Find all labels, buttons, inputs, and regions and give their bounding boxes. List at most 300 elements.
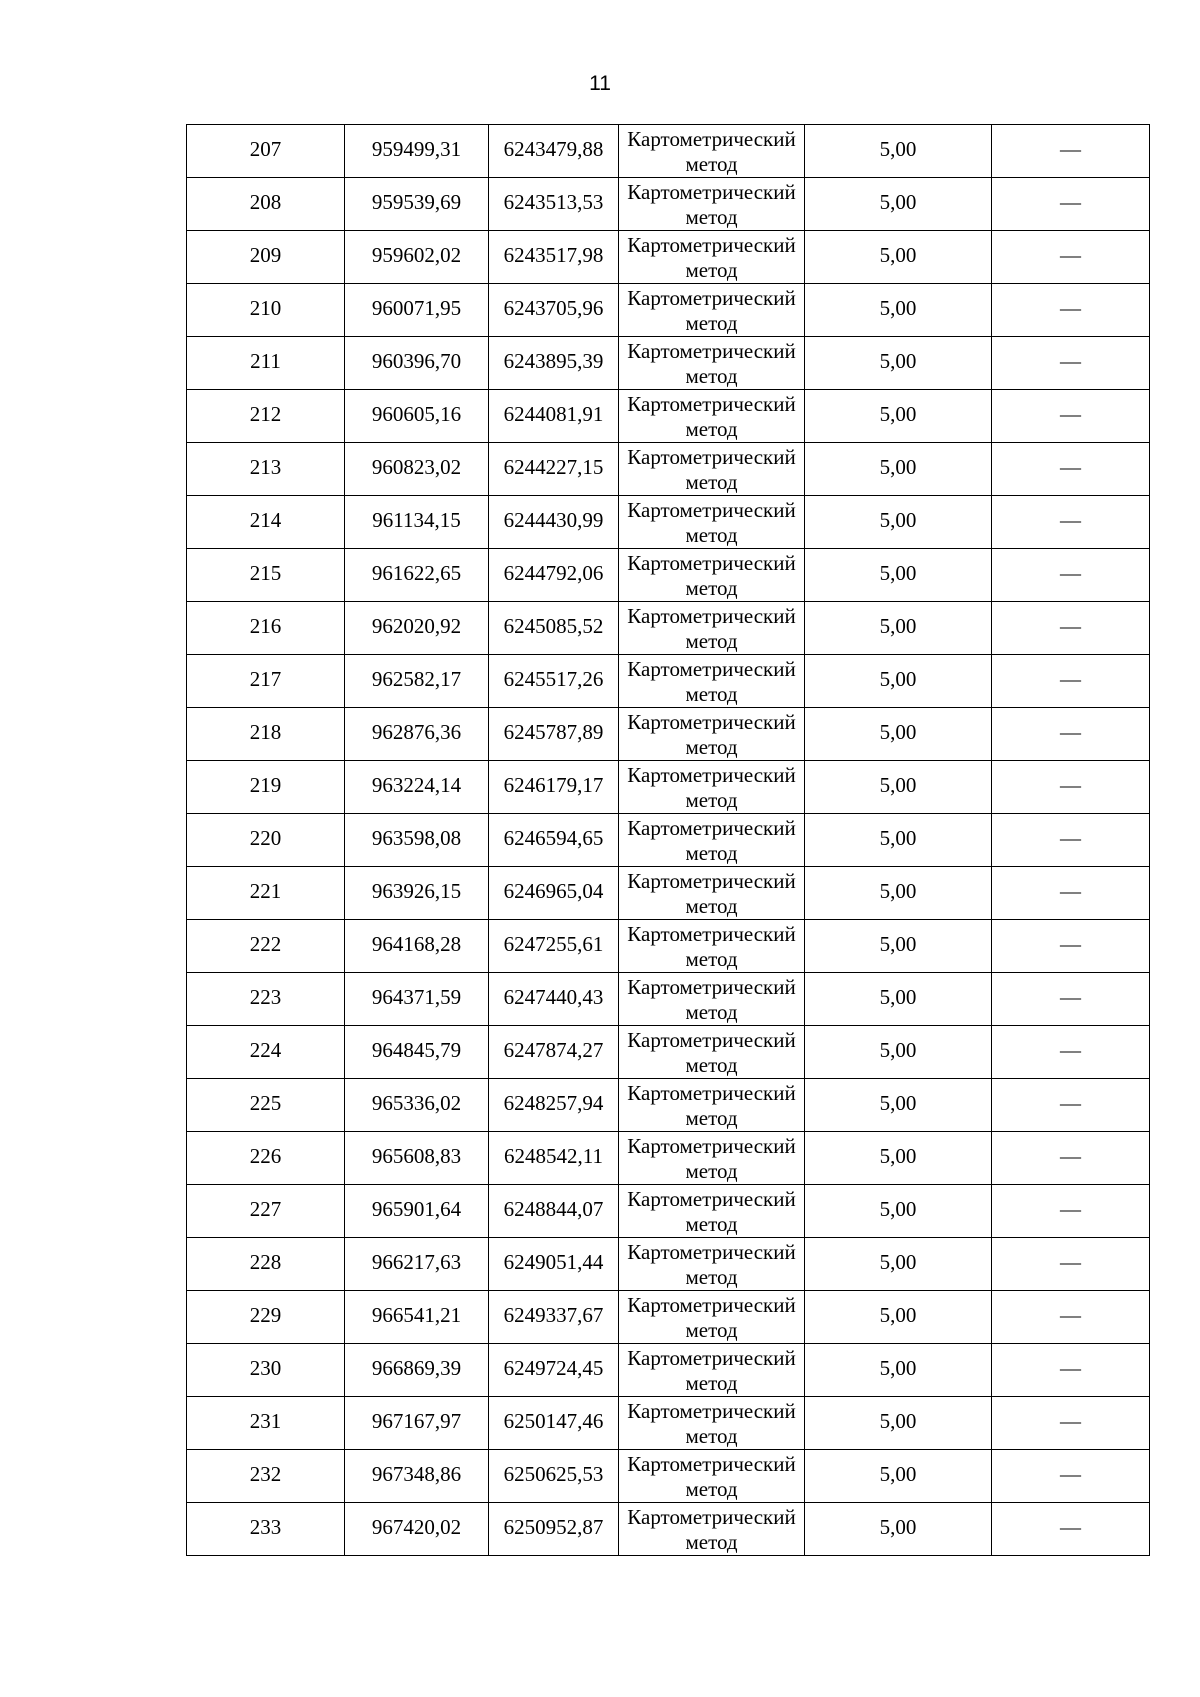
x-coordinate-cell-text: 960396,70 — [371, 349, 462, 373]
y-coordinate-cell — [489, 390, 619, 443]
x-coordinate-cell — [345, 708, 489, 761]
point-number-cell-text: 223 — [249, 985, 282, 1009]
note-cell-text: — — [1060, 614, 1081, 638]
point-number-cell — [187, 920, 345, 973]
accuracy-cell — [805, 1397, 992, 1450]
method-cell — [619, 761, 805, 814]
x-coordinate-cell — [345, 1132, 489, 1185]
method-cell-text: Картометрический метод — [627, 1028, 796, 1077]
point-number-cell-text: 217 — [249, 667, 282, 691]
y-coordinate-cell — [489, 284, 619, 337]
x-coordinate-cell — [345, 1238, 489, 1291]
method-cell — [619, 655, 805, 708]
y-coordinate-cell — [489, 1397, 619, 1450]
accuracy-cell-text: 5,00 — [879, 773, 917, 797]
x-coordinate-cell — [345, 284, 489, 337]
accuracy-cell-text: 5,00 — [879, 720, 917, 744]
note-cell-text: — — [1060, 1303, 1081, 1327]
coordinates-table — [186, 124, 1150, 1556]
accuracy-cell-text: 5,00 — [879, 1197, 917, 1221]
method-cell-text: Картометрический метод — [627, 657, 796, 706]
table-row — [187, 1185, 1150, 1238]
table-row — [187, 655, 1150, 708]
note-cell-text: — — [1060, 1038, 1081, 1062]
method-cell — [619, 496, 805, 549]
y-coordinate-cell-text: 6250625,53 — [503, 1462, 604, 1486]
point-number-cell-text: 218 — [249, 720, 282, 744]
y-coordinate-cell — [489, 549, 619, 602]
method-cell — [619, 1450, 805, 1503]
x-coordinate-cell-text: 961622,65 — [371, 561, 462, 585]
x-coordinate-cell-text: 960605,16 — [371, 402, 462, 426]
x-coordinate-cell — [345, 973, 489, 1026]
accuracy-cell — [805, 549, 992, 602]
note-cell — [992, 761, 1150, 814]
y-coordinate-cell-text: 6247874,27 — [503, 1038, 604, 1062]
accuracy-cell-text: 5,00 — [879, 614, 917, 638]
accuracy-cell — [805, 1344, 992, 1397]
accuracy-cell — [805, 1185, 992, 1238]
y-coordinate-cell-text: 6248257,94 — [503, 1091, 604, 1115]
note-cell — [992, 655, 1150, 708]
accuracy-cell-text: 5,00 — [879, 1250, 917, 1274]
x-coordinate-cell — [345, 1291, 489, 1344]
note-cell — [992, 1397, 1150, 1450]
point-number-cell-text: 208 — [249, 190, 282, 214]
y-coordinate-cell-text: 6243513,53 — [503, 190, 604, 214]
accuracy-cell-text: 5,00 — [879, 826, 917, 850]
method-cell — [619, 1185, 805, 1238]
x-coordinate-cell-text: 959499,31 — [371, 137, 462, 161]
note-cell — [992, 390, 1150, 443]
method-cell — [619, 284, 805, 337]
x-coordinate-cell — [345, 920, 489, 973]
method-cell-text: Картометрический метод — [627, 1505, 796, 1554]
note-cell-text: — — [1060, 296, 1081, 320]
x-coordinate-cell — [345, 1397, 489, 1450]
method-cell — [619, 1397, 805, 1450]
note-cell-text: — — [1060, 1515, 1081, 1539]
accuracy-cell — [805, 920, 992, 973]
y-coordinate-cell — [489, 761, 619, 814]
accuracy-cell — [805, 867, 992, 920]
note-cell-text: — — [1060, 1250, 1081, 1274]
method-cell — [619, 390, 805, 443]
method-cell — [619, 125, 805, 178]
note-cell-text: — — [1060, 561, 1081, 585]
note-cell — [992, 284, 1150, 337]
point-number-cell — [187, 337, 345, 390]
note-cell-text: — — [1060, 773, 1081, 797]
point-number-cell-text: 225 — [249, 1091, 282, 1115]
table-row — [187, 1503, 1150, 1556]
note-cell — [992, 1238, 1150, 1291]
point-number-cell-text: 210 — [249, 296, 282, 320]
point-number-cell — [187, 655, 345, 708]
point-number-cell-text: 220 — [249, 826, 282, 850]
point-number-cell-text: 230 — [249, 1356, 282, 1380]
y-coordinate-cell-text: 6243479,88 — [503, 137, 604, 161]
method-cell-text: Картометрический метод — [627, 1293, 796, 1342]
method-cell-text: Картометрический метод — [627, 1134, 796, 1183]
table-row — [187, 814, 1150, 867]
table-row — [187, 125, 1150, 178]
page-number: 11 — [589, 72, 611, 95]
point-number-cell-text: 232 — [249, 1462, 282, 1486]
x-coordinate-cell — [345, 337, 489, 390]
table-row — [187, 1079, 1150, 1132]
method-cell-text: Картометрический метод — [627, 233, 796, 282]
accuracy-cell — [805, 231, 992, 284]
note-cell — [992, 1185, 1150, 1238]
y-coordinate-cell-text: 6245085,52 — [503, 614, 604, 638]
y-coordinate-cell — [489, 1238, 619, 1291]
point-number-cell-text: 221 — [249, 879, 282, 903]
x-coordinate-cell — [345, 602, 489, 655]
note-cell-text: — — [1060, 667, 1081, 691]
method-cell — [619, 337, 805, 390]
y-coordinate-cell-text: 6247440,43 — [503, 985, 604, 1009]
note-cell — [992, 178, 1150, 231]
note-cell-text: — — [1060, 1409, 1081, 1433]
x-coordinate-cell — [345, 125, 489, 178]
y-coordinate-cell — [489, 1450, 619, 1503]
note-cell-text: — — [1060, 879, 1081, 903]
y-coordinate-cell-text: 6244792,06 — [503, 561, 604, 585]
method-cell-text: Картометрический метод — [627, 816, 796, 865]
y-coordinate-cell — [489, 231, 619, 284]
x-coordinate-cell — [345, 1026, 489, 1079]
point-number-cell — [187, 1397, 345, 1450]
method-cell-text: Картометрический метод — [627, 445, 796, 494]
x-coordinate-cell-text: 959539,69 — [371, 190, 462, 214]
point-number-cell-text: 224 — [249, 1038, 282, 1062]
x-coordinate-cell-text: 962020,92 — [371, 614, 462, 638]
note-cell-text: — — [1060, 402, 1081, 426]
y-coordinate-cell — [489, 443, 619, 496]
table-row — [187, 1291, 1150, 1344]
y-coordinate-cell-text: 6248542,11 — [504, 1144, 603, 1168]
note-cell-text: — — [1060, 1144, 1081, 1168]
point-number-cell — [187, 708, 345, 761]
accuracy-cell — [805, 708, 992, 761]
point-number-cell — [187, 1450, 345, 1503]
accuracy-cell-text: 5,00 — [879, 1356, 917, 1380]
accuracy-cell-text: 5,00 — [879, 508, 917, 532]
y-coordinate-cell — [489, 708, 619, 761]
x-coordinate-cell — [345, 496, 489, 549]
x-coordinate-cell-text: 963224,14 — [371, 773, 462, 797]
y-coordinate-cell — [489, 1132, 619, 1185]
accuracy-cell — [805, 496, 992, 549]
table-row — [187, 602, 1150, 655]
x-coordinate-cell — [345, 1079, 489, 1132]
method-cell — [619, 1026, 805, 1079]
point-number-cell — [187, 1238, 345, 1291]
point-number-cell — [187, 125, 345, 178]
x-coordinate-cell — [345, 549, 489, 602]
note-cell-text: — — [1060, 1356, 1081, 1380]
x-coordinate-cell-text: 963598,08 — [371, 826, 462, 850]
point-number-cell-text: 231 — [249, 1409, 282, 1433]
accuracy-cell — [805, 973, 992, 1026]
note-cell-text: — — [1060, 1091, 1081, 1115]
y-coordinate-cell — [489, 496, 619, 549]
y-coordinate-cell — [489, 1185, 619, 1238]
table-row — [187, 390, 1150, 443]
note-cell-text: — — [1060, 1462, 1081, 1486]
x-coordinate-cell-text: 965608,83 — [371, 1144, 462, 1168]
method-cell — [619, 443, 805, 496]
y-coordinate-cell-text: 6246965,04 — [503, 879, 604, 903]
note-cell — [992, 602, 1150, 655]
table-row — [187, 178, 1150, 231]
y-coordinate-cell-text: 6244081,91 — [503, 402, 604, 426]
point-number-cell-text: 222 — [249, 932, 282, 956]
x-coordinate-cell-text: 961134,15 — [372, 508, 461, 532]
y-coordinate-cell-text: 6244227,15 — [503, 455, 604, 479]
x-coordinate-cell — [345, 178, 489, 231]
accuracy-cell-text: 5,00 — [879, 455, 917, 479]
table-row — [187, 1132, 1150, 1185]
method-cell — [619, 708, 805, 761]
x-coordinate-cell-text: 960823,02 — [371, 455, 462, 479]
accuracy-cell — [805, 814, 992, 867]
y-coordinate-cell — [489, 655, 619, 708]
point-number-cell — [187, 1079, 345, 1132]
point-number-cell-text: 233 — [249, 1515, 282, 1539]
point-number-cell-text: 212 — [249, 402, 282, 426]
method-cell-text: Картометрический метод — [627, 180, 796, 229]
x-coordinate-cell-text: 964168,28 — [371, 932, 462, 956]
accuracy-cell — [805, 178, 992, 231]
point-number-cell — [187, 1185, 345, 1238]
y-coordinate-cell — [489, 178, 619, 231]
point-number-cell — [187, 814, 345, 867]
note-cell — [992, 708, 1150, 761]
y-coordinate-cell — [489, 1344, 619, 1397]
y-coordinate-cell — [489, 973, 619, 1026]
note-cell-text: — — [1060, 826, 1081, 850]
note-cell — [992, 549, 1150, 602]
accuracy-cell — [805, 443, 992, 496]
y-coordinate-cell-text: 6249724,45 — [503, 1356, 604, 1380]
method-cell-text: Картометрический метод — [627, 922, 796, 971]
note-cell-text: — — [1060, 720, 1081, 744]
table-row — [187, 973, 1150, 1026]
note-cell-text: — — [1060, 985, 1081, 1009]
note-cell — [992, 1344, 1150, 1397]
point-number-cell-text: 207 — [249, 137, 282, 161]
point-number-cell-text: 226 — [249, 1144, 282, 1168]
method-cell-text: Картометрический метод — [627, 1081, 796, 1130]
point-number-cell-text: 215 — [249, 561, 282, 585]
accuracy-cell-text: 5,00 — [879, 137, 917, 161]
y-coordinate-cell — [489, 867, 619, 920]
table-row — [187, 920, 1150, 973]
point-number-cell — [187, 1132, 345, 1185]
note-cell-text: — — [1060, 508, 1081, 532]
method-cell — [619, 1344, 805, 1397]
accuracy-cell — [805, 761, 992, 814]
accuracy-cell-text: 5,00 — [879, 402, 917, 426]
method-cell — [619, 549, 805, 602]
x-coordinate-cell — [345, 761, 489, 814]
note-cell-text: — — [1060, 190, 1081, 214]
accuracy-cell — [805, 337, 992, 390]
method-cell — [619, 1079, 805, 1132]
table-row — [187, 1450, 1150, 1503]
x-coordinate-cell-text: 967167,97 — [371, 1409, 462, 1433]
point-number-cell — [187, 867, 345, 920]
x-coordinate-cell-text: 960071,95 — [371, 296, 462, 320]
x-coordinate-cell — [345, 443, 489, 496]
y-coordinate-cell — [489, 920, 619, 973]
x-coordinate-cell-text: 966869,39 — [371, 1356, 462, 1380]
point-number-cell-text: 229 — [249, 1303, 282, 1327]
note-cell — [992, 496, 1150, 549]
table-row — [187, 867, 1150, 920]
table-row — [187, 1026, 1150, 1079]
x-coordinate-cell — [345, 390, 489, 443]
method-cell-text: Картометрический метод — [627, 1187, 796, 1236]
x-coordinate-cell-text: 962582,17 — [371, 667, 462, 691]
note-cell — [992, 1026, 1150, 1079]
table-row — [187, 496, 1150, 549]
y-coordinate-cell-text: 6246594,65 — [503, 826, 604, 850]
point-number-cell-text: 211 — [250, 349, 281, 373]
x-coordinate-cell-text: 965901,64 — [371, 1197, 462, 1221]
x-coordinate-cell — [345, 655, 489, 708]
table-row — [187, 1397, 1150, 1450]
accuracy-cell-text: 5,00 — [879, 1409, 917, 1433]
point-number-cell — [187, 178, 345, 231]
table-row — [187, 1238, 1150, 1291]
y-coordinate-cell — [489, 814, 619, 867]
accuracy-cell-text: 5,00 — [879, 1091, 917, 1115]
accuracy-cell — [805, 1079, 992, 1132]
method-cell — [619, 602, 805, 655]
y-coordinate-cell-text: 6249051,44 — [503, 1250, 604, 1274]
x-coordinate-cell — [345, 1344, 489, 1397]
method-cell-text: Картометрический метод — [627, 127, 796, 176]
table-row — [187, 1344, 1150, 1397]
x-coordinate-cell — [345, 1185, 489, 1238]
accuracy-cell-text: 5,00 — [879, 1144, 917, 1168]
point-number-cell-text: 213 — [249, 455, 282, 479]
note-cell — [992, 1450, 1150, 1503]
point-number-cell — [187, 390, 345, 443]
y-coordinate-cell-text: 6248844,07 — [503, 1197, 604, 1221]
y-coordinate-cell — [489, 1503, 619, 1556]
accuracy-cell-text: 5,00 — [879, 561, 917, 585]
method-cell-text: Картометрический метод — [627, 1240, 796, 1289]
accuracy-cell — [805, 1026, 992, 1079]
y-coordinate-cell-text: 6249337,67 — [503, 1303, 604, 1327]
accuracy-cell — [805, 390, 992, 443]
note-cell-text: — — [1060, 455, 1081, 479]
method-cell-text: Картометрический метод — [627, 975, 796, 1024]
x-coordinate-cell — [345, 1503, 489, 1556]
note-cell-text: — — [1060, 1197, 1081, 1221]
point-number-cell — [187, 602, 345, 655]
point-number-cell-text: 219 — [249, 773, 282, 797]
y-coordinate-cell-text: 6243517,98 — [503, 243, 604, 267]
table-row — [187, 443, 1150, 496]
accuracy-cell — [805, 602, 992, 655]
y-coordinate-cell — [489, 125, 619, 178]
method-cell-text: Картометрический метод — [627, 710, 796, 759]
y-coordinate-cell-text: 6250952,87 — [503, 1515, 604, 1539]
note-cell — [992, 125, 1150, 178]
y-coordinate-cell — [489, 602, 619, 655]
note-cell — [992, 1291, 1150, 1344]
y-coordinate-cell-text: 6247255,61 — [503, 932, 604, 956]
accuracy-cell — [805, 1450, 992, 1503]
accuracy-cell-text: 5,00 — [879, 932, 917, 956]
point-number-cell — [187, 496, 345, 549]
y-coordinate-cell-text: 6243705,96 — [503, 296, 604, 320]
note-cell — [992, 867, 1150, 920]
method-cell-text: Картометрический метод — [627, 392, 796, 441]
y-coordinate-cell-text: 6246179,17 — [503, 773, 604, 797]
y-coordinate-cell — [489, 1026, 619, 1079]
table-row — [187, 708, 1150, 761]
method-cell-text: Картометрический метод — [627, 339, 796, 388]
method-cell — [619, 973, 805, 1026]
method-cell — [619, 867, 805, 920]
point-number-cell — [187, 284, 345, 337]
method-cell — [619, 920, 805, 973]
note-cell — [992, 1079, 1150, 1132]
note-cell — [992, 1132, 1150, 1185]
accuracy-cell — [805, 284, 992, 337]
x-coordinate-cell-text: 967420,02 — [371, 1515, 462, 1539]
note-cell — [992, 973, 1150, 1026]
method-cell-text: Картометрический метод — [627, 498, 796, 547]
point-number-cell-text: 214 — [249, 508, 282, 532]
point-number-cell-text: 228 — [249, 1250, 282, 1274]
method-cell — [619, 231, 805, 284]
note-cell — [992, 1503, 1150, 1556]
accuracy-cell — [805, 125, 992, 178]
accuracy-cell-text: 5,00 — [879, 1515, 917, 1539]
point-number-cell — [187, 761, 345, 814]
method-cell — [619, 1132, 805, 1185]
note-cell — [992, 231, 1150, 284]
table-body — [187, 125, 1150, 1556]
y-coordinate-cell — [489, 337, 619, 390]
point-number-cell-text: 227 — [249, 1197, 282, 1221]
method-cell — [619, 1291, 805, 1344]
note-cell-text: — — [1060, 349, 1081, 373]
point-number-cell — [187, 1026, 345, 1079]
method-cell — [619, 814, 805, 867]
x-coordinate-cell — [345, 1450, 489, 1503]
note-cell — [992, 443, 1150, 496]
note-cell — [992, 814, 1150, 867]
y-coordinate-cell-text: 6250147,46 — [503, 1409, 604, 1433]
accuracy-cell — [805, 1132, 992, 1185]
point-number-cell — [187, 1291, 345, 1344]
method-cell-text: Картометрический метод — [627, 869, 796, 918]
method-cell — [619, 1503, 805, 1556]
x-coordinate-cell-text: 964845,79 — [371, 1038, 462, 1062]
point-number-cell — [187, 443, 345, 496]
y-coordinate-cell-text: 6245517,26 — [503, 667, 604, 691]
accuracy-cell-text: 5,00 — [879, 1038, 917, 1062]
y-coordinate-cell — [489, 1291, 619, 1344]
